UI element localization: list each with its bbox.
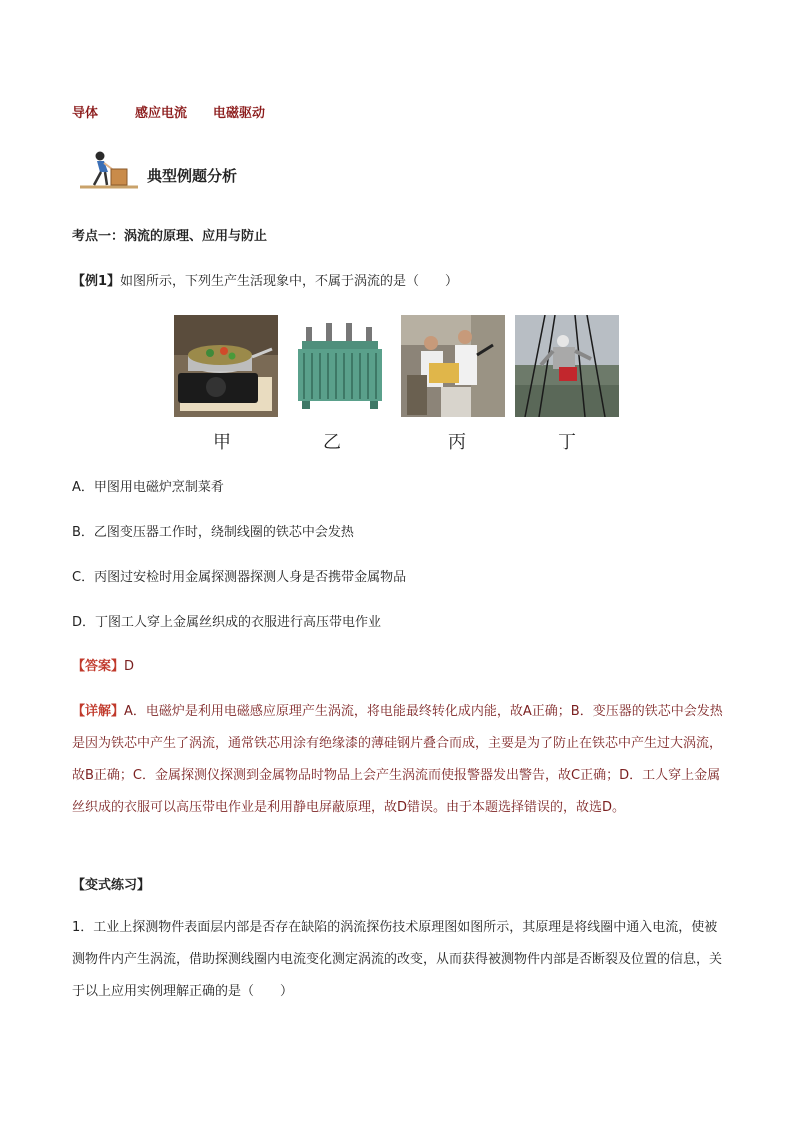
detail-explanation xyxy=(72,696,724,824)
caption-jia: 甲 xyxy=(213,432,231,453)
caption-ding: 丁 xyxy=(558,432,576,453)
answer-value: D xyxy=(124,659,135,674)
pushing-box-icon xyxy=(80,150,140,190)
transformer-photo xyxy=(288,315,392,417)
caption-yi: 乙 xyxy=(323,432,341,453)
section-header: 典型例题分析 xyxy=(147,167,238,185)
answer-tag: 【答案】 xyxy=(72,659,125,674)
detail-text: A．电磁炉是利用电磁感应原理产生涡流，将电能最终转化成内能，故A正确；B．变压器的铁芯中会发热是因为铁芯中产生了涡流，通常铁芯用涂有绝缘漆的薄硅钢片叠合而成，主要是为了防止在铁芯中产生过大涡流，故B正确；C．金属探测仪探测到金属物品时物品上会产生涡流而使报警器发出警告，故C正确；D．工人穿上金属丝织成的衣服可以高压带电作业是利用静电屏蔽原理，故D错误。由于本题选择错误的，故选D。 xyxy=(72,704,723,815)
metal-detector-photo xyxy=(401,315,505,417)
practice-heading: 【变式练习】 xyxy=(72,878,151,893)
example-tag: 【例1】 xyxy=(72,274,121,289)
caption-bing: 丙 xyxy=(448,432,466,453)
option-a: A．甲图用电磁炉烹制菜肴 xyxy=(72,480,224,495)
induction-cooker-photo xyxy=(174,315,278,417)
option-d: D．丁图工人穿上金属丝织成的衣服进行高压带电作业 xyxy=(72,615,382,630)
detail-tag: 【详解】 xyxy=(72,704,125,719)
example-question-text: 如图所示，下列生产生活现象中，不属于涡流的是（ ） xyxy=(120,274,459,289)
keyword-conductor: 导体 xyxy=(72,106,99,121)
option-b: B．乙图变压器工作时，绕制线圈的铁芯中会发热 xyxy=(72,525,354,540)
power-line-worker-photo xyxy=(515,315,619,417)
keyword-electromagnetic-drive: 电磁驱动 xyxy=(213,106,266,121)
option-c: C．丙图过安检时用金属探测器探测人身是否携带金属物品 xyxy=(72,570,407,585)
keyword-induced-current: 感应电流 xyxy=(135,106,188,121)
example-question xyxy=(72,270,458,289)
topic-heading: 考点一：涡流的原理、应用与防止 xyxy=(72,229,268,244)
answer xyxy=(72,655,134,674)
practice-question-1: 1．工业上探测物件表面层内部是否存在缺陷的涡流探伤技术原理图如图所示，其原理是将线圈中通入电流，使被测物件内产生涡流，借助探测线圈内电流变化测定涡流的改变，从而获得被测物件内部是否断裂及位置的信息，关于以上应用实例理解正确的是（ ） xyxy=(72,920,723,999)
